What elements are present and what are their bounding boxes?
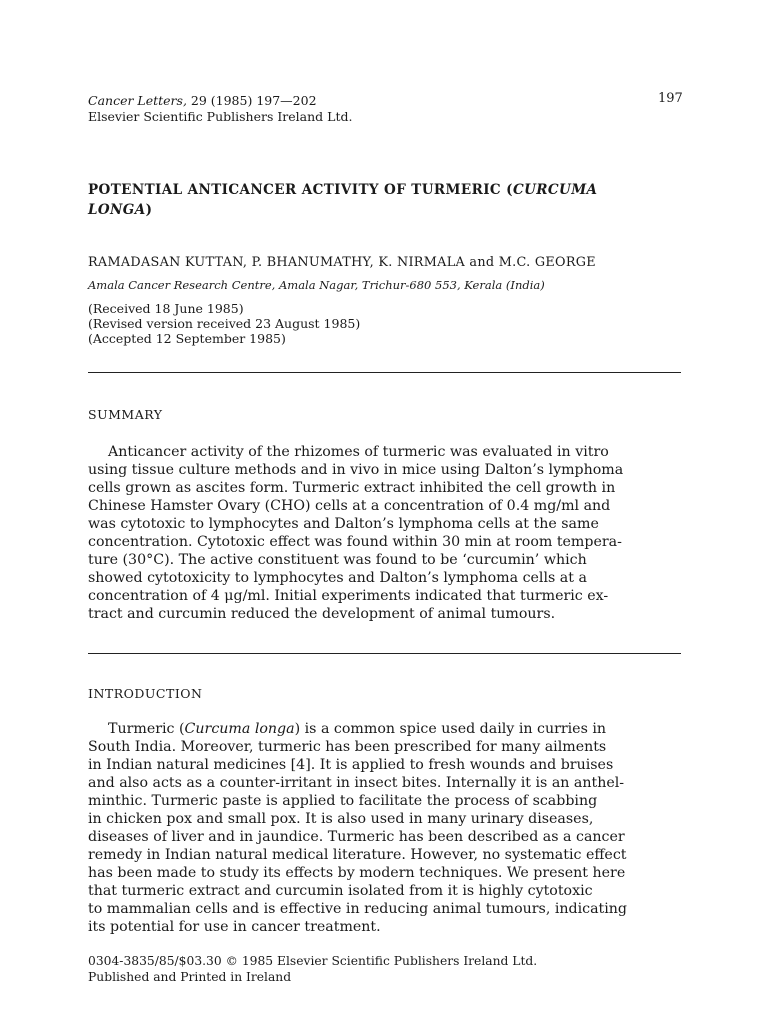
- article-title: [88, 180, 688, 220]
- species-name: Curcuma longa: [184, 721, 295, 737]
- paragraph-line: showed cytotoxicity to lymphocytes and Dalton’s lymphoma cells at a: [88, 570, 587, 586]
- journal-citation: 29 (1985) 197—202: [186, 93, 317, 108]
- publisher-line: Elsevier Scientific Publishers Ireland Ltd.: [88, 109, 353, 124]
- paragraph-line: in chicken pox and small pox. It is also used in many urinary diseases,: [88, 811, 594, 827]
- received-date: (Received 18 June 1985): [88, 301, 244, 316]
- paragraph-line: concentration of 4 μg/ml. Initial experiments indicated that turmeric ex-: [88, 588, 609, 604]
- paragraph-line: in Indian natural medicines [4]. It is applied to fresh wounds and bruises: [88, 757, 614, 773]
- paragraph-line: Anticancer activity of the rhizomes of turmeric was evaluated in vitro: [108, 444, 609, 460]
- paragraph-line: cells grown as ascites form. Turmeric extract inhibited the cell growth in: [88, 480, 616, 496]
- paragraph-line: Chinese Hamster Ovary (CHO) cells at a concentration of 0.4 mg/ml and: [88, 498, 611, 514]
- accepted-date: (Accepted 12 September 1985): [88, 331, 286, 346]
- paragraph-line: [88, 720, 681, 738]
- journal-name: Cancer Letters,: [88, 93, 187, 108]
- paragraph-line: ture (30°C). The active constituent was found to be ‘curcumin’ which: [88, 552, 587, 568]
- paragraph-line: its potential for use in cancer treatment.: [88, 919, 381, 935]
- paragraph-line: that turmeric extract and curcumin isolated from it is highly cytotoxic: [88, 883, 593, 899]
- page-number: 197: [658, 91, 683, 106]
- printed-line: Published and Printed in Ireland: [88, 970, 292, 984]
- title-closing-paren: ): [145, 202, 153, 218]
- paragraph-line: tract and curcumin reduced the development of animal tumours.: [88, 606, 556, 622]
- copyright-line: 0304-3835/85/$03.30 © 1985 Elsevier Scientific Publishers Ireland Ltd.: [88, 954, 538, 968]
- journal-header: [88, 93, 688, 125]
- divider-rule: [88, 653, 681, 654]
- introduction-paragraph: [88, 720, 681, 936]
- divider-rule: [88, 372, 681, 373]
- article-dates: [88, 301, 488, 346]
- citation-line: [88, 93, 688, 109]
- summary-paragraph: [88, 443, 681, 623]
- paragraph-line: minthic. Turmeric paste is applied to facilitate the process of scabbing: [88, 793, 598, 809]
- authors: RAMADASAN KUTTAN, P. BHANUMATHY, K. NIRMALA and M.C. GEORGE: [88, 255, 596, 270]
- footer: [88, 953, 688, 985]
- paragraph-line: concentration. Cytotoxic effect was found within 30 min at room tempera-: [88, 534, 622, 550]
- intro-line-end: ) is a common spice used daily in curries in: [294, 721, 607, 737]
- paragraph-line: diseases of liver and in jaundice. Turmeric has been described as a cancer: [88, 829, 625, 845]
- intro-line-start: Turmeric (: [108, 721, 185, 737]
- title-text: POTENTIAL ANTICANCER ACTIVITY OF TURMERIC (: [88, 182, 513, 198]
- affiliation: Amala Cancer Research Centre, Amala Nagar, Trichur-680 553, Kerala (India): [88, 278, 545, 292]
- paragraph-line: South India. Moreover, turmeric has been prescribed for many ailments: [88, 739, 607, 755]
- title-species-genus: CURCUMA: [512, 182, 598, 198]
- summary-heading: SUMMARY: [88, 407, 163, 422]
- introduction-heading: INTRODUCTION: [88, 686, 203, 701]
- paragraph-line: has been made to study its effects by modern techniques. We present here: [88, 865, 626, 881]
- paragraph-line: using tissue culture methods and in vivo in mice using Dalton’s lymphoma: [88, 462, 624, 478]
- revised-date: (Revised version received 23 August 1985): [88, 316, 361, 331]
- title-species-name: LONGA: [88, 202, 146, 218]
- paragraph-line: to mammalian cells and is effective in reducing animal tumours, indicating: [88, 901, 628, 917]
- paragraph-line: and also acts as a counter-irritant in insect bites. Internally it is an anthel-: [88, 775, 625, 791]
- paragraph-line: was cytotoxic to lymphocytes and Dalton’s lymphoma cells at the same: [88, 516, 599, 532]
- paragraph-line: remedy in Indian natural medical literature. However, no systematic effect: [88, 847, 627, 863]
